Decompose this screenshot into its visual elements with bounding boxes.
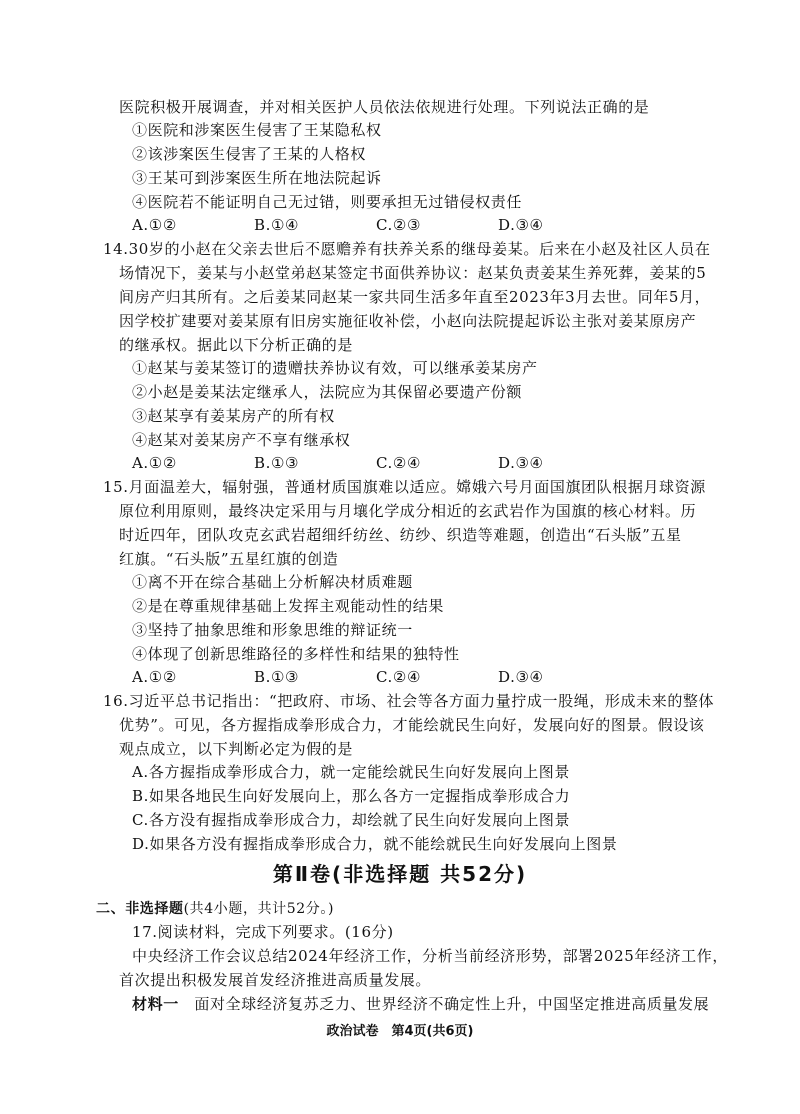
q14-option-a: A.①②: [132, 454, 177, 472]
q14-item-1: ①赵某与姜某签订的遗赠扶养协议有效，可以继承姜某房产: [132, 359, 538, 377]
section-2-header-note: (共4小题，共计52分。): [183, 901, 335, 917]
q16-choice-a: A.各方握指成拳形成合力，就一定能绘就民生向好发展向上图景: [132, 763, 571, 781]
q16-stem-line-3: 观点成立，以下判断必定为假的是: [119, 740, 354, 758]
material-1-label: 材料一: [132, 995, 179, 1013]
q15-item-1: ①离不开在综合基础上分析解决材质难题: [132, 573, 413, 591]
q15-stem-line-4: 红旗。“石头版”五星红旗的创造: [119, 550, 339, 568]
q17-prompt: 17.阅读材料，完成下列要求。(16分): [132, 923, 394, 941]
section-2-header: [96, 898, 334, 920]
q13-item-3: ③王某可到涉案医生所在地法院起诉: [132, 169, 382, 187]
q14-item-3: ③赵某享有姜某房产的所有权: [132, 407, 335, 425]
q13-option-b: B.①④: [254, 216, 300, 234]
q15-stem-line-1: 15.月面温差大，辐射强，普通材质国旗难以适应。嫦娥六号月面国旗团队根据月球资源: [103, 478, 706, 496]
q14-stem-line-2: 场情况下，姜某与小赵堂弟赵某签定书面供养协议：赵某负责姜某生养死葬，姜某的5: [119, 264, 707, 282]
q16-stem-line-2: 优势”。可见，各方握指成拳形成合力，才能绘就民生向好，发展向好的图景。假设该: [119, 716, 705, 734]
q14-options: [132, 452, 620, 474]
q14-stem-line-3: 间房产归其所有。之后姜某同赵某一家共同生活多年直至2023年3月去世。同年5月，: [119, 288, 711, 306]
q14-option-c: C.②④: [376, 454, 422, 472]
q15-stem-line-2: 原位利用原则，最终决定采用与月壤化学成分相近的玄武岩作为国旗的核心材料。历: [119, 502, 697, 520]
q14-option-b: B.①③: [254, 454, 300, 472]
q13-item-2: ②该涉案医生侵害了王某的人格权: [132, 145, 367, 163]
material-1-text: 面对全球经济复苏乏力、世界经济不确定性上升，中国坚定推进高质量发展: [194, 995, 710, 1013]
q17-intro-line-2: 首次提出积极发展首发经济推进高质量发展。: [119, 971, 432, 989]
q15-item-4: ④体现了创新思维路径的多样性和结果的独特性: [132, 645, 460, 663]
q15-options: [132, 666, 620, 688]
q14-option-d: D.③④: [498, 454, 544, 472]
q13-item-4: ④医院若不能证明自己无过错，则要承担无过错侵权责任: [132, 193, 523, 211]
page-footer: 政治试卷 第4页(共6页): [326, 1024, 474, 1039]
q14-stem-line-5: 的继承权。据此以下分析正确的是: [119, 336, 354, 354]
q14-stem-line-1: 14.30岁的小赵在父亲去世后不愿赡养有扶养关系的继母姜某。后来在小赵及社区人员在: [103, 240, 711, 258]
q14-item-2: ②小赵是姜某法定继承人，法院应为其保留必要遗产份额: [132, 383, 523, 401]
q17-material-1: [132, 993, 709, 1015]
section-2-title: 第Ⅱ卷(非选择题 共52分): [272, 862, 528, 886]
q16-choice-d: D.如果各方没有握指成拳形成合力，就不能绘就民生向好发展向上图景: [132, 835, 618, 853]
q17-intro-line-1: 中央经济工作会议总结2024年经济工作，分析当前经济形势，部署2025年经济工作，: [132, 947, 728, 965]
q13-options: [132, 214, 620, 236]
q16-choice-c: C.各方没有握指成拳形成合力，却绘就了民生向好发展向上图景: [132, 811, 571, 829]
q14-item-4: ④赵某对姜某房产不享有继承权: [132, 431, 351, 449]
q13-stem-tail: 医院积极开展调查，并对相关医护人员依法依规进行处理。下列说法正确的是: [119, 98, 650, 116]
q15-item-3: ③坚持了抽象思维和形象思维的辩证统一: [132, 621, 413, 639]
q13-option-d: D.③④: [498, 216, 544, 234]
q15-option-a: A.①②: [132, 668, 177, 686]
q15-stem-line-3: 时近四年，团队攻克玄武岩超细纤纺丝、纺纱、织造等难题，创造出“石头版”五星: [119, 526, 682, 544]
q14-stem-line-4: 因学校扩建要对姜某原有旧房实施征收补偿，小赵向法院提起诉讼主张对姜某原房产: [119, 312, 697, 330]
q15-option-d: D.③④: [498, 668, 544, 686]
q16-stem-line-1: 16.习近平总书记指出：“把政府、市场、社会等各方面力量拧成一股绳，形成未来的整体: [103, 692, 715, 710]
q15-option-b: B.①③: [254, 668, 300, 686]
section-2-header-label: 二、非选择题: [96, 901, 184, 917]
q15-option-c: C.②④: [376, 668, 422, 686]
q13-option-c: C.②③: [376, 216, 422, 234]
q15-item-2: ②是在尊重规律基础上发挥主观能动性的结果: [132, 597, 445, 615]
q16-choice-b: B.如果各地民生向好发展向上，那么各方一定握指成拳形成合力: [132, 787, 571, 805]
q13-item-1: ①医院和涉案医生侵害了王某隐私权: [132, 121, 382, 139]
q13-option-a: A.①②: [132, 216, 177, 234]
